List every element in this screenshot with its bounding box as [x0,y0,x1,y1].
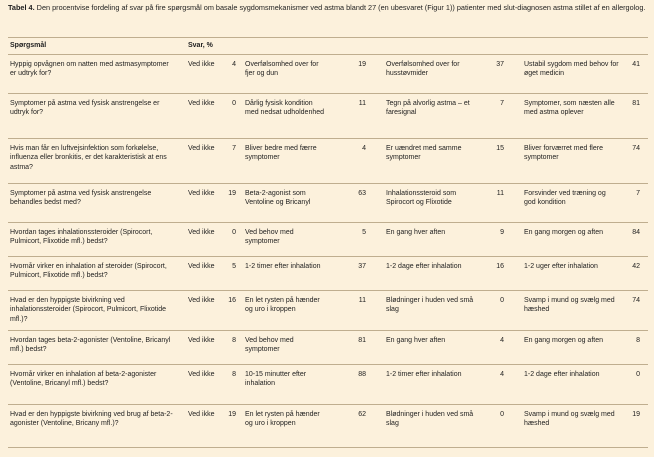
option-2-text: En gang hver aften [386,337,446,344]
option-2-text: En gang hver aften [386,229,446,236]
data-table [8,37,648,448]
option-2-value: 7 [500,100,504,107]
option-3-text: Forsvinder ved træning og god kondition [524,190,606,207]
table-caption [8,3,648,13]
option-1-text: Bliver bedre med færre symptomer [245,145,317,162]
option-2-value: 0 [500,411,504,418]
option-3-text: En gang morgen og aften [524,229,604,236]
option-3-value: 19 [632,411,640,418]
option-1-value: 81 [358,337,366,344]
answer-none-label: Ved ikke [188,263,215,270]
answer-none-label: Ved ikke [188,100,215,107]
option-3-value: 7 [636,190,640,197]
option-3-text: Bliver forværret med flere symptomer [524,145,603,162]
option-1-value: 11 [358,100,366,107]
option-2-value: 4 [500,337,504,344]
option-3-text: Ustabil sygdom med behov for øget medicin [524,61,619,78]
answer-none-value: 16 [228,297,236,304]
option-2-text: Inhalationssteroid som Spirocort og Flixotide [386,190,457,207]
option-2-value: 15 [496,145,504,152]
answer-none-label: Ved ikke [188,229,215,236]
table-row [8,256,648,290]
option-1-text: Beta-2-agonist som Ventoline og Bricanyl [245,190,311,207]
table-row [8,290,648,330]
answer-none-label: Ved ikke [188,145,215,152]
table-row [8,54,648,93]
option-2-value: 4 [500,371,504,378]
option-2-text: 1-2 dage efter inhalation [386,263,462,270]
option-2-text: Tegn på alvorlig astma – et faresignal [386,100,470,117]
answer-none-label: Ved ikke [188,61,215,68]
table-row [8,404,648,447]
option-1-text: Ved behov med symptomer [245,337,294,354]
answer-none-value: 8 [232,371,236,378]
caption-text: Den procentvise fordeling af svar på fire spørgsmål om basale sygdomsmekanismer ved astma blandt 27 (en ubesvaret (Figur 1)) patienter med slut-diagnosen astma stillet af en allergolog. [34,3,646,12]
option-1-value: 88 [358,371,366,378]
option-3-value: 0 [636,371,640,378]
answer-none-value: 19 [228,411,236,418]
option-2-text: Er uændret med samme symptomer [386,145,462,162]
table-row [8,183,648,222]
question-cell: Hvis man får en luftvejsinfektion som forkølelse, influenza eller bronkitis, er det karakteristisk at ens astma? [10,145,167,171]
answer-none-value: 4 [232,61,236,68]
option-3-text: Svamp i mund og svælg med hæshed [524,297,615,314]
table-row [8,364,648,404]
question-cell: Symptomer på astma ved fysisk anstrengelse er udtryk for? [10,100,160,117]
option-1-text: 10-15 minutter efter inhalation [245,371,307,388]
question-cell: Hvordan tages beta-2-agonister (Ventoline, Bricanyl mfl.) bedst? [10,337,171,354]
table-header [8,37,648,54]
option-1-value: 62 [358,411,366,418]
option-3-text: Symptomer, som næsten alle med astma oplever [524,100,615,117]
answer-none-label: Ved ikke [188,190,215,197]
option-2-value: 11 [496,190,504,197]
option-2-text: Overfølsomhed over for husstøvmider [386,61,460,78]
option-2-text: Blødninger i huden ved små slag [386,411,474,428]
option-3-value: 41 [632,61,640,68]
option-2-value: 16 [496,263,504,270]
answer-none-value: 7 [232,145,236,152]
question-cell: Symptomer på astma ved fysisk anstrengelse behandles bedst med? [10,190,152,207]
option-1-text: En let rysten på hænder og uro i kroppen [245,297,320,314]
option-3-value: 42 [632,263,640,270]
answer-none-label: Ved ikke [188,371,215,378]
option-3-text: En gang morgen og aften [524,337,604,344]
answer-none-label: Ved ikke [188,337,215,344]
option-1-value: 5 [362,229,366,236]
option-1-value: 63 [358,190,366,197]
table-bottom-rule [8,447,648,448]
header-answer: Svar, % [188,42,213,49]
option-2-value: 9 [500,229,504,236]
option-2-text: Blødninger i huden ved små slag [386,297,474,314]
answer-none-label: Ved ikke [188,297,215,304]
question-cell: Hvornår virker en inhalation af steroider (Spirocort, Pulmicort, Flixotide mfl.) bedst? [10,263,167,280]
caption-label: Tabel 4. [8,3,35,12]
answer-none-value: 5 [232,263,236,270]
option-3-text: 1-2 uger efter inhalation [524,263,598,270]
option-2-text: 1-2 timer efter inhalation [386,371,462,378]
question-cell: Hvornår virker en inhalation af beta-2-agonister (Ventoline, Bricanyl mfl.) bedst? [10,371,157,388]
answer-none-value: 8 [232,337,236,344]
answer-none-label: Ved ikke [188,411,215,418]
table-row [8,138,648,183]
question-cell: Hvordan tages inhalationssteroider (Spirocort, Pulmicort, Flixotide mfl.) bedst? [10,229,153,246]
option-1-text: En let rysten på hænder og uro i kroppen [245,411,320,428]
option-1-text: Overfølsomhed over for fjer og dun [245,61,319,78]
option-1-value: 11 [358,297,366,304]
option-3-value: 81 [632,100,640,107]
option-3-value: 8 [636,337,640,344]
option-3-text: Svamp i mund og svælg med hæshed [524,411,615,428]
option-2-value: 37 [496,61,504,68]
option-3-value: 74 [632,145,640,152]
option-1-value: 4 [362,145,366,152]
answer-none-value: 0 [232,100,236,107]
option-3-text: 1-2 dage efter inhalation [524,371,600,378]
header-question: Spørgsmål [10,42,47,49]
question-cell: Hvad er den hyppigste bivirkning ved inhalationssteroider (Spirocort, Pulmicort, Flixotide mfl.)? [10,297,167,323]
option-2-value: 0 [500,297,504,304]
answer-none-value: 0 [232,229,236,236]
question-cell: Hvad er den hyppigste bivirkning ved brug af beta-2-agonister (Ventoline, Bricany mfl.)? [10,411,173,428]
table-row [8,222,648,256]
option-1-value: 37 [358,263,366,270]
option-1-text: Ved behov med symptomer [245,229,294,246]
option-1-text: Dårlig fysisk kondition med nedsat udholdenhed [245,100,325,117]
question-cell: Hyppig opvågnen om natten med astmasymptomer er udtryk for? [10,61,169,78]
option-3-value: 74 [632,297,640,304]
option-1-text: 1-2 timer efter inhalation [245,263,321,270]
table-row [8,93,648,138]
answer-none-value: 19 [228,190,236,197]
option-3-value: 84 [632,229,640,236]
option-1-value: 19 [358,61,366,68]
table-row [8,330,648,364]
